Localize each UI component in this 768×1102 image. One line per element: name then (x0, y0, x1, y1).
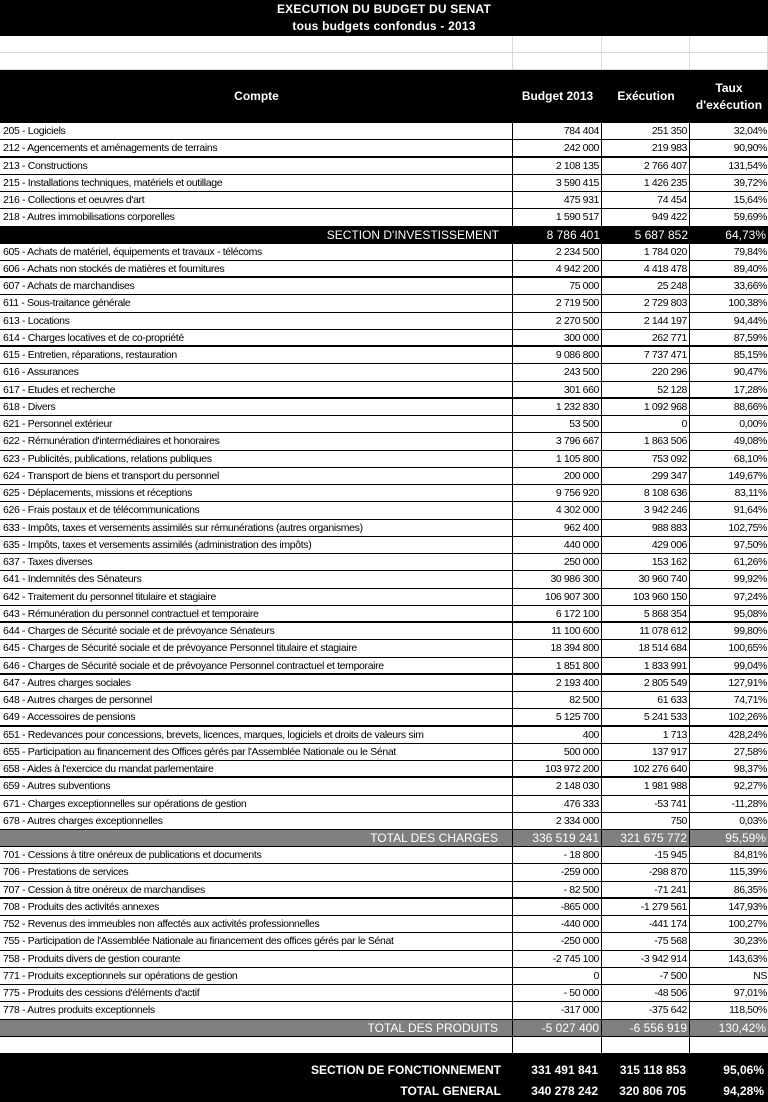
account-label: 671 - Charges exceptionnelles sur opérations de gestion (0, 796, 513, 812)
taux-value: 100,27% (728, 918, 767, 930)
table-row (0, 692, 768, 709)
execution-value: -53 741 (602, 796, 690, 812)
budget-value: 103 972 200 (513, 761, 602, 776)
account-label: 647 - Autres charges sociales (0, 675, 513, 691)
account-label: 775 - Produits des cessions d'éléments d'actif (0, 985, 513, 1001)
execution-value: 103 960 150 (602, 589, 690, 605)
taux-value: 91,64% (733, 504, 767, 517)
execution-value: -15 945 (602, 847, 690, 863)
taux-value: 84,81% (733, 849, 767, 861)
account-label: 659 - Autres subventions (0, 778, 513, 794)
account-label: 708 - Produits des activités annexes (0, 899, 513, 915)
account-label: 645 - Charges de Sécurité sociale et de prévoyance Personnel titulaire et stagiaire (0, 640, 513, 656)
table-row (0, 606, 768, 623)
table-row (0, 554, 768, 571)
account-label: 778 - Autres produits exceptionnels (0, 1002, 513, 1018)
execution-value: 753 092 (602, 451, 690, 467)
table-row (0, 968, 768, 985)
account-label: 616 - Assurances (0, 364, 513, 380)
execution-value: 8 108 636 (602, 485, 690, 501)
blank-row (0, 36, 768, 53)
account-label: 205 - Logiciels (0, 123, 513, 139)
table-row (0, 709, 768, 726)
budget-value: 5 125 700 (513, 709, 602, 724)
execution-value: 262 771 (602, 330, 690, 345)
table-row (0, 347, 768, 364)
account-label: 651 - Redevances pour concessions, brevets, licences, marques, logiciels et droits de valeurs sim (0, 727, 513, 743)
account-label: 635 - Impôts, taxes et versements assimilés (administration des impôts) (0, 537, 513, 553)
execution-value: 18 514 684 (602, 640, 690, 656)
table-row (0, 916, 768, 933)
account-label: 617 - Etudes et recherche (0, 382, 513, 397)
budget-value: 2 108 135 (513, 158, 602, 174)
execution-value: 988 883 (602, 520, 690, 536)
table-row (0, 468, 768, 485)
table-row (0, 175, 768, 192)
total-charges: TOTAL DES CHARGES 336 519 241 321 675 772 95,59% (0, 830, 768, 847)
execution-value: 1 833 991 (602, 658, 690, 673)
account-label: 212 - Agencements et aménagements de terrains (0, 140, 513, 155)
table-row (0, 1002, 768, 1019)
taux-value: 100,65% (728, 642, 767, 655)
account-label: 626 - Frais postaux et de télécommunications (0, 502, 513, 518)
budget-value: 440 000 (513, 537, 602, 553)
table-row (0, 244, 768, 261)
execution-value: -1 279 561 (602, 899, 690, 915)
taux-value: -11,28% (731, 797, 767, 810)
table-row (0, 623, 768, 640)
budget-value: -865 000 (513, 899, 602, 915)
table-row (0, 640, 768, 657)
account-label: 644 - Charges de Sécurité sociale et de prévoyance Sénateurs (0, 623, 513, 639)
budget-value: 1 851 800 (513, 658, 602, 673)
table-row (0, 192, 768, 209)
budget-value: 4 942 200 (513, 261, 602, 276)
account-label: 649 - Accessoires de pensions (0, 709, 513, 724)
taux-value: 61,26% (733, 556, 767, 568)
budget-value: 301 660 (513, 382, 602, 397)
table-row (0, 485, 768, 502)
taux-value: 68,10% (733, 452, 767, 465)
account-label: 623 - Publicités, publications, relations publiques (0, 451, 513, 467)
budget-value: 2 193 400 (513, 675, 602, 691)
account-label: 658 - Aides à l'exercice du mandat parlementaire (0, 761, 513, 776)
account-label: 618 - Divers (0, 399, 513, 415)
table-row (0, 520, 768, 537)
table-row (0, 933, 768, 950)
table-row (0, 899, 768, 916)
budget-value: -317 000 (513, 1002, 602, 1018)
budget-value: 0 (513, 968, 602, 984)
budget-value: 476 333 (513, 796, 602, 812)
account-label: 613 - Locations (0, 313, 513, 329)
budget-value: 9 756 920 (513, 485, 602, 501)
table-row (0, 675, 768, 692)
taux-value: 85,15% (733, 349, 767, 361)
title-line-1: EXECUTION DU BUDGET DU SENAT (276, 2, 492, 16)
header-budget: Budget 2013 (521, 89, 594, 103)
execution-value: 219 983 (602, 140, 690, 155)
budget-value: 18 394 800 (513, 640, 602, 656)
execution-value: 2 144 197 (602, 313, 690, 329)
table-row (0, 209, 768, 226)
account-label: 218 - Autres immobilisations corporelles (0, 209, 513, 225)
budget-value: 962 400 (513, 520, 602, 536)
budget-value: 4 302 000 (513, 502, 602, 518)
execution-value: 1 863 506 (602, 433, 690, 449)
budget-value: - 50 000 (513, 985, 602, 1001)
account-label: 752 - Revenus des immeubles non affectés aux activités professionnelles (0, 916, 513, 932)
taux-value: 90,90% (733, 142, 767, 155)
account-label: 216 - Collections et oeuvres d'art (0, 192, 513, 208)
execution-value: 74 454 (602, 192, 690, 208)
taux-value: 102,26% (728, 711, 767, 724)
budget-value: 2 234 500 (513, 244, 602, 260)
execution-value: 4 418 478 (602, 261, 690, 276)
taux-value: 49,08% (733, 435, 767, 448)
taux-value: 90,47% (733, 366, 767, 379)
header-compte: Compte (234, 89, 279, 103)
account-label: 678 - Autres charges exceptionnelles (0, 813, 513, 829)
charges-rows (0, 244, 768, 831)
taux-value: 95,08% (733, 607, 767, 620)
taux-value: 115,39% (729, 866, 767, 879)
budget-table (0, 123, 768, 1054)
account-label: 643 - Rémunération du personnel contractuel et temporaire (0, 606, 513, 621)
execution-value: 5 868 354 (602, 606, 690, 621)
execution-value: 2 729 803 (602, 295, 690, 311)
budget-value: 400 (513, 727, 602, 743)
execution-value: 1 092 968 (602, 399, 690, 415)
account-label: 614 - Charges locatives et de co-propriété (0, 330, 513, 345)
account-label: 642 - Traitement du personnel titulaire et stagiaire (0, 589, 513, 605)
execution-value: 1 426 235 (602, 175, 690, 191)
total-produits: TOTAL DES PRODUITS -5 027 400 -6 556 919 130,42% (0, 1020, 768, 1037)
taux-value: 15,64% (733, 194, 767, 206)
taux-value: 118,50% (729, 1004, 767, 1017)
budget-value: -250 000 (513, 933, 602, 949)
account-label: 707 - Cession à titre onéreux de marchandises (0, 882, 513, 897)
taux-value: 79,84% (733, 245, 767, 258)
taux-value: 86,35% (733, 883, 767, 896)
taux-value: 428,24% (728, 728, 767, 741)
budget-value: 106 907 300 (513, 589, 602, 605)
taux-value: 102,75% (728, 521, 767, 534)
execution-value: 220 296 (602, 364, 690, 380)
taux-value: 100,38% (728, 297, 767, 310)
execution-value: 153 162 (602, 554, 690, 570)
spacer-row (0, 1037, 768, 1054)
execution-value: -71 241 (602, 882, 690, 897)
taux-value: 33,66% (733, 280, 767, 292)
table-row (0, 778, 768, 795)
budget-value: - 82 500 (513, 882, 602, 897)
table-row (0, 330, 768, 347)
account-label: 621 - Personnel extérieur (0, 416, 513, 432)
budget-value: 784 404 (513, 123, 602, 139)
account-label: 648 - Autres charges de personnel (0, 692, 513, 708)
table-row (0, 813, 768, 830)
taux-value: 127,91% (728, 676, 767, 689)
account-label: 622 - Rémunération d'intermédiaires et honoraires (0, 433, 513, 449)
table-row (0, 571, 768, 588)
table-row (0, 658, 768, 675)
budget-value: 2 334 000 (513, 813, 602, 829)
budget-value: 75 000 (513, 278, 602, 294)
budget-value: 3 590 415 (513, 175, 602, 191)
taux-value: 89,40% (733, 262, 767, 275)
execution-value: -441 174 (602, 916, 690, 932)
table-row (0, 416, 768, 433)
budget-value: 243 500 (513, 364, 602, 380)
table-row (0, 796, 768, 813)
execution-value: 2 805 549 (602, 675, 690, 691)
taux-value: 97,24% (733, 590, 767, 603)
execution-value: -48 506 (602, 985, 690, 1001)
budget-value: 200 000 (513, 468, 602, 484)
account-label: 611 - Sous-traitance générale (0, 295, 513, 311)
account-label: 771 - Produits exceptionnels sur opérations de gestion (0, 968, 513, 984)
taux-value: 131,54% (728, 159, 767, 172)
budget-value: 82 500 (513, 692, 602, 708)
table-row (0, 502, 768, 519)
table-row (0, 261, 768, 278)
taux-value: 147,93% (728, 900, 767, 913)
execution-value: 429 006 (602, 537, 690, 553)
table-row (0, 399, 768, 416)
table-row (0, 433, 768, 450)
table-row (0, 761, 768, 778)
account-label: 213 - Constructions (0, 158, 513, 174)
header-execution: Exécution (617, 89, 675, 103)
execution-value: 949 422 (602, 209, 690, 225)
taux-value: 39,72% (733, 176, 767, 189)
execution-value: 2 766 407 (602, 158, 690, 174)
execution-value: -7 500 (602, 968, 690, 984)
taux-value: 0,00% (739, 418, 767, 430)
account-label: 215 - Installations techniques, matériels et outillage (0, 175, 513, 191)
budget-value: 6 172 100 (513, 606, 602, 621)
budget-value: - 18 800 (513, 847, 602, 863)
taux-value: 98,37% (733, 763, 767, 775)
taux-value: 30,23% (733, 935, 767, 948)
account-label: 607 - Achats de marchandises (0, 278, 513, 294)
execution-value: -375 642 (602, 1002, 690, 1018)
table-row (0, 382, 768, 399)
taux-value: 59,69% (733, 211, 767, 224)
table-row (0, 537, 768, 554)
budget-value: 2 148 030 (513, 778, 602, 794)
budget-value: 2 719 500 (513, 295, 602, 311)
taux-value: 74,71% (733, 694, 767, 706)
execution-value: -75 568 (602, 933, 690, 949)
taux-value: 87,59% (733, 331, 767, 344)
account-label: 637 - Taxes diverses (0, 554, 513, 570)
account-label: 706 - Prestations de services (0, 864, 513, 880)
execution-value: 1 784 020 (602, 244, 690, 260)
execution-value: 251 350 (602, 123, 690, 139)
table-row (0, 985, 768, 1002)
taux-value: 88,66% (733, 400, 767, 413)
taux-value: 97,01% (733, 987, 767, 999)
table-row (0, 278, 768, 295)
budget-value: -259 000 (513, 864, 602, 880)
taux-value: 97,50% (733, 538, 767, 551)
account-label: 615 - Entretien, réparations, restauration (0, 347, 513, 363)
budget-value: 3 796 667 (513, 433, 602, 449)
header-taux: Taux d'exécution (695, 80, 763, 112)
table-row (0, 158, 768, 175)
execution-value: 11 078 612 (602, 623, 690, 639)
footer-totals (0, 1054, 768, 1102)
execution-value: 0 (602, 416, 690, 432)
execution-value: -298 870 (602, 864, 690, 880)
table-row (0, 847, 768, 864)
account-label: 655 - Participation au financement des Offices gérés par l'Assemblée Nationale ou le Sénat (0, 744, 513, 760)
execution-value: 299 347 (602, 468, 690, 484)
budget-value: -440 000 (513, 916, 602, 932)
execution-value: 1 713 (602, 727, 690, 743)
taux-value: 83,11% (734, 487, 767, 499)
budget-value: 53 500 (513, 416, 602, 432)
account-label: 755 - Participation de l'Assemblée Nationale au financement des offices gérés par le Sénat (0, 933, 513, 949)
budget-value: 9 086 800 (513, 347, 602, 363)
table-row (0, 727, 768, 744)
taux-value: 143,63% (728, 952, 767, 965)
taux-value: 99,92% (733, 573, 767, 586)
account-label: 625 - Déplacements, missions et réceptions (0, 485, 513, 501)
section-investissement-total: SECTION D'INVESTISSEMENT 8 786 401 5 687 852 64,73% (0, 227, 768, 244)
execution-value: 102 276 640 (602, 761, 690, 776)
budget-value: 1 105 800 (513, 451, 602, 467)
execution-value: 1 981 988 (602, 778, 690, 794)
execution-value: 30 960 740 (602, 571, 690, 587)
total-general: TOTAL GENERAL 340 278 242 320 806 705 94,28% (400, 1083, 764, 1098)
table-row (0, 451, 768, 468)
table-row (0, 313, 768, 330)
budget-value: -2 745 100 (513, 951, 602, 967)
taux-value: 32,04% (733, 125, 767, 137)
execution-value: 5 241 533 (602, 709, 690, 724)
account-label: 641 - Indemnités des Sénateurs (0, 571, 513, 587)
taux-value: 92,27% (733, 780, 767, 793)
taux-value: 99,04% (733, 659, 767, 672)
report-title (0, 0, 768, 36)
budget-value: 242 000 (513, 140, 602, 155)
budget-value: 300 000 (513, 330, 602, 345)
account-label: 605 - Achats de matériel, équipements et travaux - télécoms (0, 244, 513, 260)
taux-value: NS (753, 969, 767, 982)
table-row (0, 864, 768, 881)
table-row (0, 295, 768, 312)
table-row (0, 123, 768, 140)
execution-value: 137 917 (602, 744, 690, 760)
blank-row (0, 53, 768, 70)
account-label: 624 - Transport de biens et transport du personnel (0, 468, 513, 484)
budget-value: 475 931 (513, 192, 602, 208)
investissement-rows (0, 123, 768, 227)
table-row (0, 744, 768, 761)
account-label: 646 - Charges de Sécurité sociale et de prévoyance Personnel contractuel et temporaire (0, 658, 513, 673)
budget-value: 500 000 (513, 744, 602, 760)
section-fonctionnement-total: SECTION DE FONCTIONNEMENT 331 491 841 315 118 853 95,06% (310, 1062, 764, 1077)
table-header (0, 70, 768, 123)
account-label: 633 - Impôts, taxes et versements assimilés sur rémunérations (autres organismes) (0, 520, 513, 536)
taux-value: 94,44% (733, 314, 767, 327)
execution-value: 25 248 (602, 278, 690, 294)
execution-value: -3 942 914 (602, 951, 690, 967)
execution-value: 7 737 471 (602, 347, 690, 363)
budget-value: 250 000 (513, 554, 602, 570)
table-row (0, 882, 768, 899)
taux-value: 149,67% (728, 469, 767, 482)
budget-value: 1 232 830 (513, 399, 602, 415)
taux-value: 0,03% (739, 814, 767, 827)
budget-value: 30 986 300 (513, 571, 602, 587)
taux-value: 99,80% (733, 625, 767, 637)
execution-value: 61 633 (602, 692, 690, 708)
produits-rows (0, 847, 768, 1020)
execution-value: 52 128 (602, 382, 690, 397)
taux-value: 27,58% (733, 745, 767, 758)
budget-value: 11 100 600 (513, 623, 602, 639)
table-row (0, 951, 768, 968)
table-row (0, 140, 768, 157)
table-row (0, 589, 768, 606)
table-row (0, 364, 768, 381)
execution-value: 750 (602, 813, 690, 829)
execution-value: 3 942 246 (602, 502, 690, 518)
taux-value: 17,28% (733, 383, 767, 396)
budget-value: 2 270 500 (513, 313, 602, 329)
account-label: 701 - Cessions à titre onéreux de publications et documents (0, 847, 513, 863)
title-line-2: tous budgets confondus - 2013 (292, 19, 476, 33)
account-label: 606 - Achats non stockés de matières et fournitures (0, 261, 513, 276)
budget-value: 1 590 517 (513, 209, 602, 225)
account-label: 758 - Produits divers de gestion courante (0, 951, 513, 967)
